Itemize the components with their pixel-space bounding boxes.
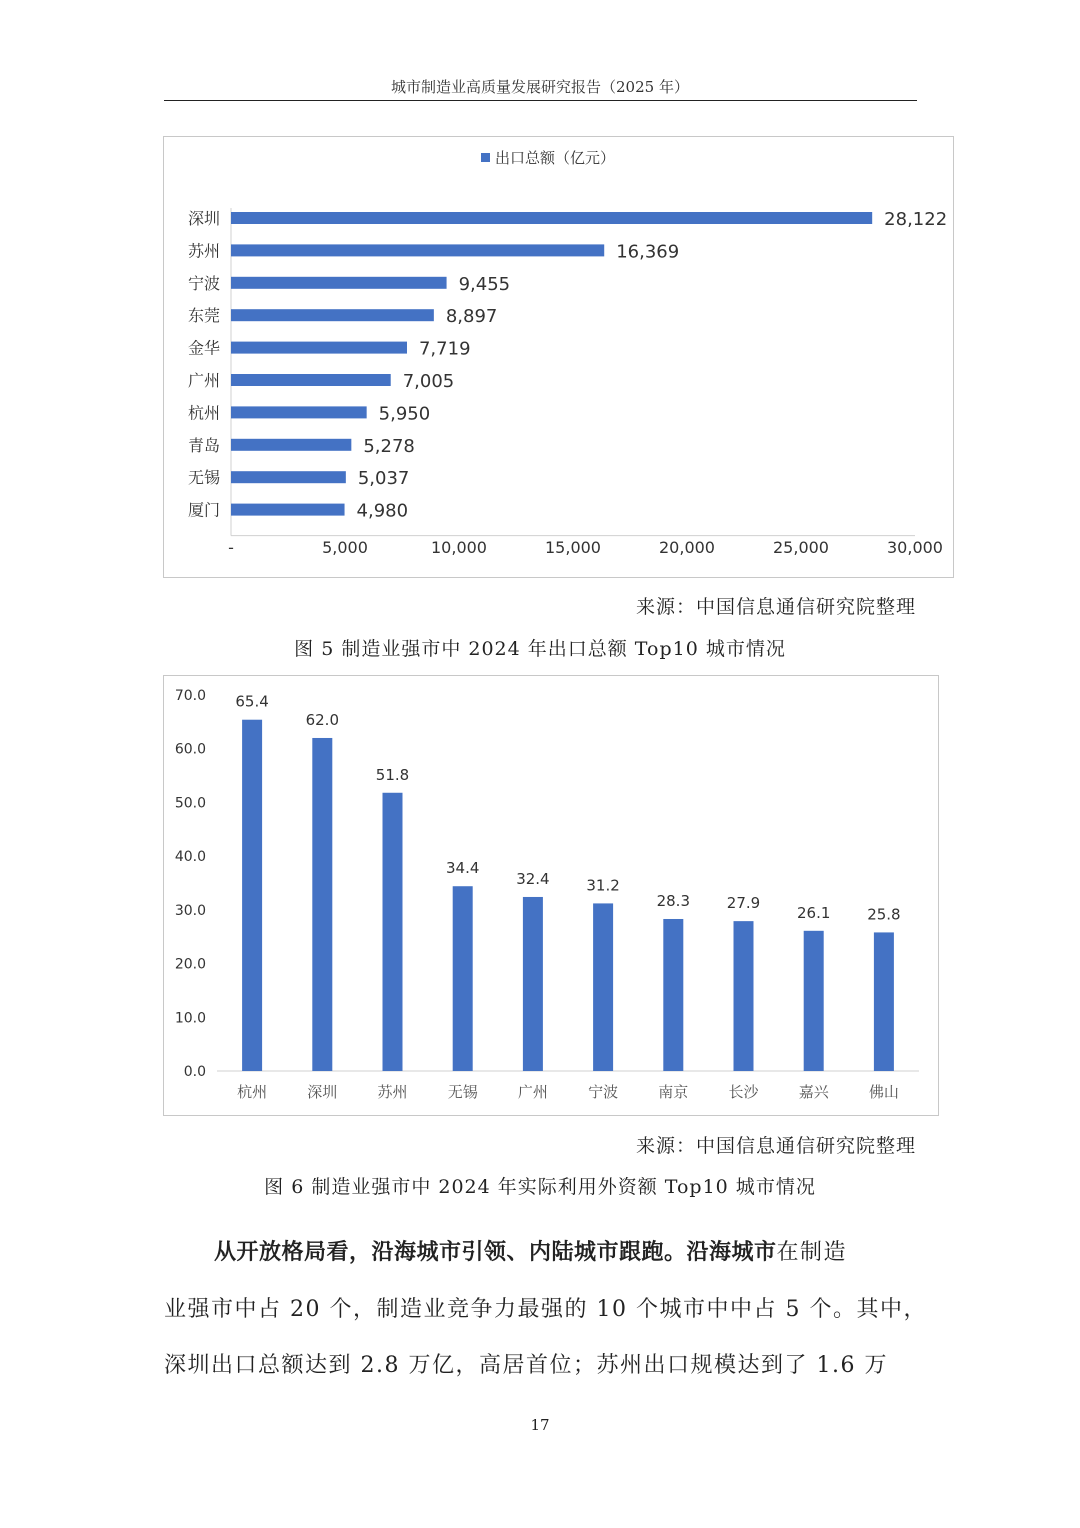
data-label: 28.3 [656,891,691,910]
tick-label: 5,000 [322,538,368,557]
paragraph-line-3: 深圳出口总额达到 2.8 万亿，高居首位；苏州出口规模达到了 1.6 万 [164,1353,888,1378]
bar [231,374,391,386]
tick-label: 40.0 [174,849,206,866]
bar [231,439,351,451]
bar [231,504,345,516]
export-chart [163,136,954,578]
category-label: 青岛 [187,435,220,455]
figure6-caption: 图 6 制造业强市中 2024 年实际利用外资额 Top10 城市情况 [264,1176,816,1198]
category-label: 无锡 [447,1083,478,1101]
category-label: 南京 [658,1083,689,1101]
tick-label: 50.0 [174,795,206,812]
category-label: 杭州 [237,1083,268,1101]
data-label: 8,897 [445,306,498,328]
bar [312,738,332,1071]
category-label: 长沙 [728,1083,759,1101]
bar [383,793,403,1071]
tick-label: - [228,538,234,557]
data-label: 9,455 [458,273,511,295]
category-label: 宁波 [187,273,220,293]
bar [874,932,894,1071]
tick-label: 60.0 [174,741,206,758]
tick-label: 15,000 [545,538,601,557]
bar [231,406,367,418]
bar [242,720,262,1071]
tick-label: 0.0 [183,1064,206,1080]
paragraph-emphasis: 沿海城市 [686,1240,777,1265]
category-label: 苏州 [377,1083,408,1101]
category-label: 广州 [517,1083,548,1101]
category-label: 无锡 [187,468,220,488]
bar [231,277,447,289]
category-label: 苏州 [187,241,220,261]
legend-swatch [481,153,490,162]
export-chart-svg [164,137,953,577]
bar [663,919,683,1071]
data-label: 5,037 [357,468,410,490]
data-label: 5,278 [363,435,415,457]
fdi-chart [163,675,939,1116]
paragraph-line-1 [214,1235,916,1266]
category-label: 深圳 [307,1083,338,1101]
data-label: 4,980 [356,500,409,522]
paragraph-lead: 从开放格局看，沿海城市引领、内陆城市跟跑。 [214,1240,687,1265]
bar [453,886,473,1071]
category-label: 佛山 [868,1083,899,1101]
data-label: 5,950 [378,403,431,425]
paragraph-line-1-rest: 在制造 [776,1240,848,1265]
bar [523,897,543,1071]
bar [231,342,407,354]
category-label: 宁波 [588,1083,619,1101]
data-label: 26.1 [796,903,831,922]
bar [231,212,872,224]
data-label: 51.8 [375,765,410,784]
tick-label: 20,000 [659,538,715,557]
data-label: 16,369 [616,241,680,263]
category-label: 嘉兴 [798,1083,829,1101]
bar [231,309,434,321]
header-rule [164,100,917,101]
category-label: 广州 [187,371,220,390]
data-label: 65.4 [235,692,269,711]
bar [231,244,604,256]
tick-label: 30.0 [174,902,206,919]
data-label: 7,719 [418,338,471,360]
figure5-source: 来源：中国信息通信研究院整理 [635,596,916,618]
data-label: 25.8 [867,905,901,924]
category-label: 深圳 [187,209,220,228]
data-label: 27.9 [726,894,761,913]
paragraph-line-2: 业强市中占 20 个，制造业竞争力最强的 10 个城市中中占 5 个。其中， [164,1297,927,1322]
fdi-chart-svg [164,676,938,1115]
figure5-caption: 图 5 制造业强市中 2024 年出口总额 Top10 城市情况 [294,638,786,660]
data-label: 31.2 [586,876,620,895]
category-label: 东莞 [187,306,220,326]
tick-label: 20.0 [174,956,206,973]
bar [804,931,824,1071]
page-number: 17 [530,1416,550,1434]
running-header: 城市制造业高质量发展研究报告（2025 年） [391,78,689,96]
category-label: 金华 [187,338,220,358]
category-label: 杭州 [187,403,220,423]
bar [593,903,613,1071]
tick-label: 30,000 [887,538,943,557]
tick-label: 10,000 [431,538,487,557]
tick-label: 70.0 [174,688,206,704]
figure6-source: 来源：中国信息通信研究院整理 [635,1135,916,1157]
data-label: 34.4 [445,859,480,878]
bar [231,471,346,483]
data-label: 32.4 [516,869,550,888]
legend-label: 出口总额（亿元） [495,149,616,167]
tick-label: 25,000 [773,538,829,557]
data-label: 7,005 [402,371,455,392]
data-label: 28,122 [884,209,948,230]
bar [734,921,754,1071]
data-label: 62.0 [305,710,340,729]
tick-label: 10.0 [174,1010,206,1027]
category-label: 厦门 [187,500,220,520]
